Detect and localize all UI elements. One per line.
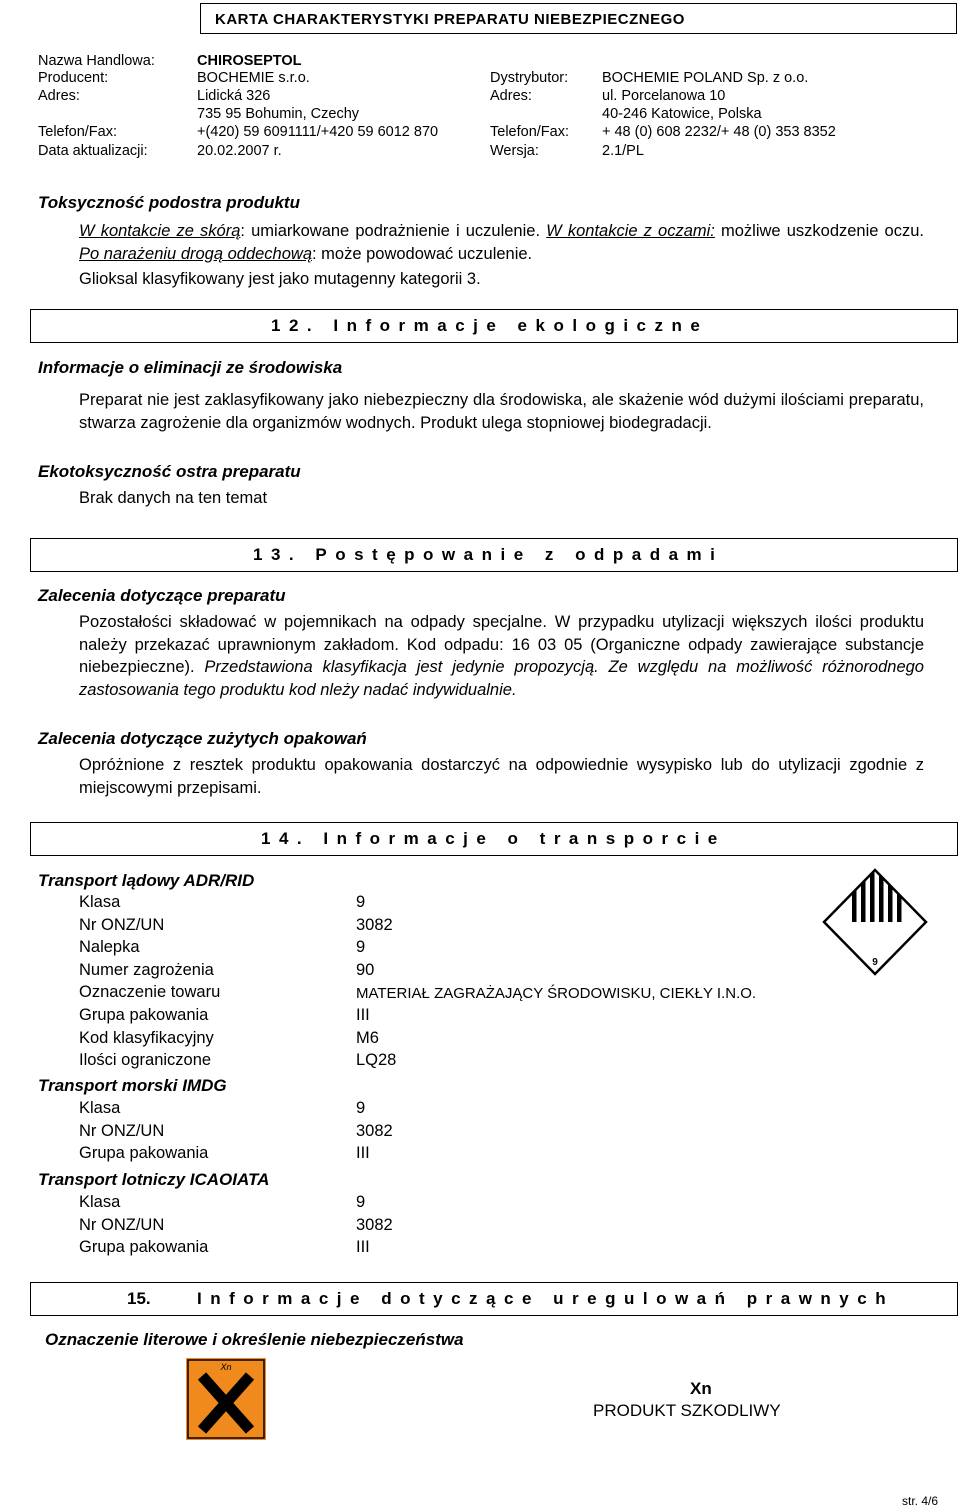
adr-row-label: Numer zagrożenia <box>79 960 214 979</box>
phone-label: Telefon/Fax: <box>38 124 117 140</box>
inhalation-label: Po narażeniu drogą oddechową <box>79 244 313 263</box>
adr-row-label: Grupa pakowania <box>79 1006 209 1024</box>
distributor-address-1: ul. Porcelanowa 10 <box>602 88 726 104</box>
icao-row-label: Klasa <box>79 1193 121 1211</box>
elimination-text-content: Preparat nie jest zaklasyfikowany jako niebezpieczny dla środowiska, ale skażenie wód dużymi ilościami preparatu, stwarza zagrożenie dla organizmów wodnych. Produkt ulega stopniowej biodegradacji. <box>79 391 924 432</box>
trade-name-label: Nazwa Handlowa: <box>38 53 155 69</box>
preparation-waste-text <box>79 611 924 701</box>
update-label: Data aktualizacji: <box>38 143 148 159</box>
document-title-box <box>200 3 957 34</box>
imdg-heading: Transport morski IMDG <box>38 1076 227 1095</box>
icao-row-value: 9 <box>356 1193 366 1211</box>
section-14-title: 14. Informacje o transporcie <box>261 829 726 848</box>
ecotox-heading: Ekotoksyczność ostra preparatu <box>38 462 301 481</box>
distributor: BOCHEMIE POLAND Sp. z o.o. <box>602 70 809 86</box>
version-label: Wersja: <box>490 143 539 159</box>
trade-name: CHIROSEPTOL <box>197 53 302 69</box>
adr-row-value: MATERIAŁ ZAGRAŻAJĄCY ŚRODOWISKU, CIEKŁY I.N.O. <box>356 985 757 1003</box>
elimination-text <box>79 389 924 434</box>
skin-contact-label: W kontakcie ze skórą <box>79 222 241 240</box>
adr-row-label: Nr ONZ/UN <box>79 915 165 934</box>
distributor-label: Dystrybutor: <box>490 70 569 86</box>
imdg-row-value: 9 <box>356 1099 366 1117</box>
adr-row-label: Ilości ograniczone <box>79 1051 212 1070</box>
producer-address-2: 735 95 Bohumin, Czechy <box>197 106 360 122</box>
harmful-xn-pictogram-icon <box>186 1358 266 1440</box>
icao-row-label: Nr ONZ/UN <box>79 1215 165 1234</box>
section-13-title: 13. Postępowanie z odpadami <box>253 545 724 564</box>
adr-row-label: Kod klasyfikacyjny <box>79 1028 214 1047</box>
version: 2.1/PL <box>602 143 644 159</box>
producer-phone: +(420) 59 6091111/+420 59 6012 870 <box>197 124 439 140</box>
toxicity-paragraph <box>79 220 924 265</box>
section-15-title: Informacje dotyczące uregulowań prawnych <box>197 1289 895 1308</box>
distributor-phone: + 48 (0) 608 2232/+ 48 (0) 353 8352 <box>602 124 836 140</box>
adr-heading: Transport lądowy ADR/RID <box>38 871 255 890</box>
ecotox-text: Brak danych na ten temat <box>79 489 268 507</box>
producer-address-1: Lidická 326 <box>197 88 271 104</box>
packaging-text <box>79 754 924 799</box>
hazard-description: PRODUKT SZKODLIWY <box>593 1401 781 1420</box>
imdg-row-label: Nr ONZ/UN <box>79 1121 165 1140</box>
packaging-text-content: Opróżnione z resztek produktu opakowania dostarczyć na odpowiednie wysypisko lub do utylizacji zgodnie z miejscowymi przepisami. <box>79 756 924 797</box>
producer-label: Producent: <box>38 70 109 86</box>
adr-row-value: LQ28 <box>356 1051 397 1070</box>
icao-row-label: Grupa pakowania <box>79 1238 209 1257</box>
producer: BOCHEMIE s.r.o. <box>197 70 310 86</box>
page-number: str. 4/6 <box>902 1494 939 1508</box>
hazard-designation-heading: Oznaczenie literowe i określenie niebezpieczeństwa <box>45 1330 464 1349</box>
icao-row-value: III <box>356 1238 370 1257</box>
adr-row-value: 90 <box>356 960 375 979</box>
section-12-box <box>30 309 958 343</box>
update-date: 20.02.2007 r. <box>197 143 282 159</box>
adr-row-value: 9 <box>356 893 366 911</box>
xn-pictogram-code: Xn <box>220 1362 232 1372</box>
adr-row-label: Oznaczenie towaru <box>79 983 221 1002</box>
adr-row-value: III <box>356 1006 370 1024</box>
toxicity-heading: Toksyczność podostra produktu <box>38 193 300 212</box>
elimination-heading: Informacje o eliminacji ze środowiska <box>38 358 343 377</box>
imdg-row-label: Klasa <box>79 1099 121 1117</box>
imdg-row-value: 3082 <box>356 1121 393 1140</box>
adr-row-value: M6 <box>356 1028 379 1047</box>
packaging-heading: Zalecenia dotyczące zużytych opakowań <box>38 729 367 748</box>
document-title: KARTA CHARAKTERYSTYKI PREPARATU NIEBEZPIECZNEGO <box>215 11 685 28</box>
glyoxal-note: Glioksal klasyfikowany jest jako mutagenny kategorii 3. <box>79 270 481 288</box>
adr-row-label: Klasa <box>79 893 121 911</box>
class-9-hazard-label-icon <box>820 866 930 978</box>
section-15-number: 15. <box>127 1289 151 1308</box>
imdg-row-value: III <box>356 1144 370 1163</box>
distributor-address-label: Adres: <box>490 88 532 104</box>
distributor-address-2: 40-246 Katowice, Polska <box>602 106 762 122</box>
address-label: Adres: <box>38 88 80 104</box>
adr-row-value: 3082 <box>356 915 393 934</box>
section-15-box <box>30 1282 958 1316</box>
preparation-waste-plain: Pozostałości składować w pojemnikach na odpady specjalne. W przypadku utylizacji większych ilości produktu należy przekazać uprawnionym zakładom. Kod odpadu: 16 03 05 (Organiczne odpady zawierające substancje niebezpieczne). <box>79 613 924 676</box>
skin-contact-text: : umiarkowane podrażnienie i uczulenie. <box>240 222 547 240</box>
distributor-phone-label: Telefon/Fax: <box>490 124 569 140</box>
section-14-box <box>30 822 958 856</box>
preparation-waste-italic: Przedstawiona klasyfikacja jest jedynie propozycją. Ze względu na możliwość różnorodnego zastosowania tego produktu kod nleży nadać indywidualnie. <box>79 658 924 699</box>
preparation-waste-heading: Zalecenia dotyczące preparatu <box>38 586 286 605</box>
class-9-label-number: 9 <box>872 957 878 968</box>
eye-contact-text: możliwe uszkodzenie oczu. <box>714 222 924 240</box>
imdg-row-label: Grupa pakowania <box>79 1144 209 1163</box>
icao-row-value: 3082 <box>356 1215 393 1234</box>
hazard-symbol: Xn <box>690 1379 712 1398</box>
section-13-box <box>30 538 958 572</box>
adr-row-label: Nalepka <box>79 938 140 957</box>
icao-heading: Transport lotniczy ICAOIATA <box>38 1170 270 1189</box>
section-12-title: 12. Informacje ekologiczne <box>271 316 709 335</box>
adr-row-value: 9 <box>356 938 366 957</box>
inhalation-text: : może powodować uczulenie. <box>312 244 533 263</box>
eye-contact-label: W kontakcie z oczami: <box>546 222 715 240</box>
